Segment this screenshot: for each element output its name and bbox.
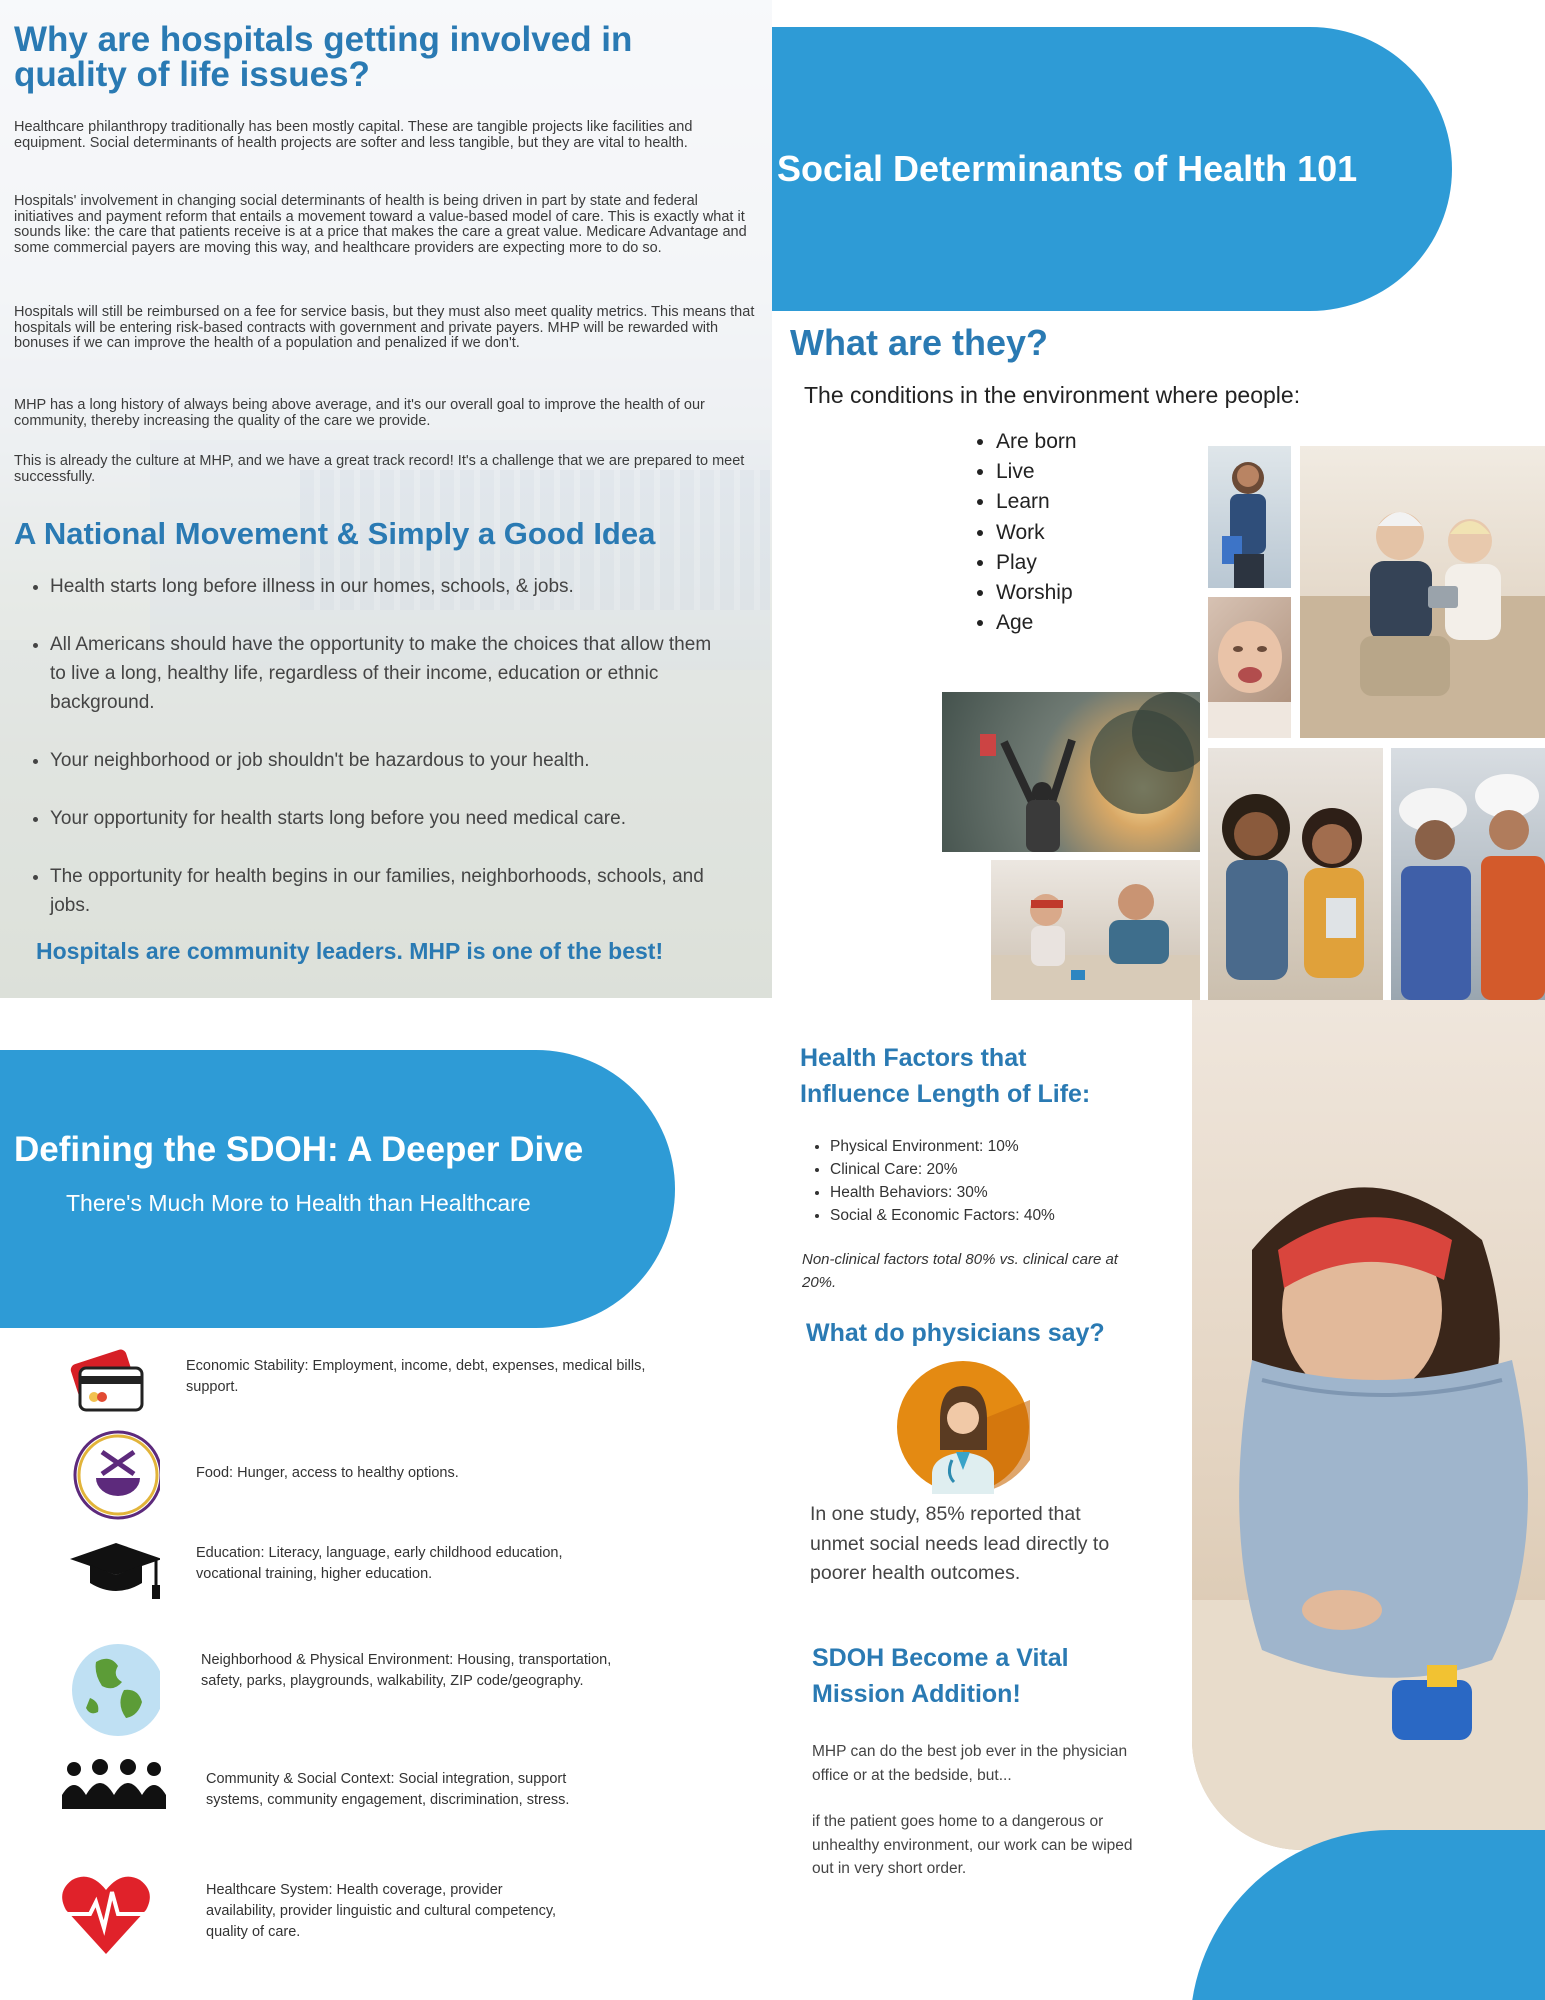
paragraph-involvement: Hospitals' involvement in changing social determinants of health is being driven in part by state and federal initiatives and payment reform that entails a movement toward a value-based model of care. This is exactly what it sounds like: the care that patients receive is at a price that makes the care a great value. Medicare Advantage and some commercial payers are moving this way, and healthcare providers are expecting more to do so. bbox=[14, 193, 747, 256]
health-factors-list bbox=[812, 1135, 1055, 1227]
heading-vital-mission: SDOH Become a Vital Mission Addition! bbox=[812, 1644, 1069, 1708]
list-item: • Age bbox=[996, 608, 1077, 638]
conditions-intro: The conditions in the environment where people: bbox=[804, 382, 1301, 408]
sdoh-text-education: Education: Literacy, language, early childhood education, vocational training, higher education. bbox=[196, 1545, 563, 1582]
photo-elderly-couple bbox=[1300, 446, 1545, 738]
list-item: • The opportunity for health begins in our families, neighborhoods, schools, and jobs. bbox=[50, 862, 728, 920]
physician-avatar-icon bbox=[896, 1360, 1030, 1494]
conditions-list bbox=[996, 427, 1077, 638]
paragraph-patient-home: if the patient goes home to a dangerous or unhealthy environment, our work can be wiped out in very short order. bbox=[812, 1813, 1133, 1877]
list-item: • Health Behaviors: 30% bbox=[830, 1181, 1055, 1204]
list-item: • Clinical Care: 20% bbox=[830, 1158, 1055, 1181]
movement-bullet-list bbox=[28, 572, 728, 949]
list-item: • Your neighborhood or job shouldn't be hazardous to your health. bbox=[50, 746, 728, 775]
photo-celebration bbox=[942, 692, 1200, 852]
globe-icon bbox=[60, 1640, 160, 1740]
community-people-icon bbox=[60, 1755, 160, 1855]
paragraph-culture: This is already the culture at MHP, and we have a great track record! It's a challenge that we are prepared to meet successfully. bbox=[14, 453, 745, 485]
paragraph-philanthropy: Healthcare philanthropy traditionally has been mostly capital. These are tangible projects like facilities and equipment. Social determinants of health projects are softer and less tangible, but they are vital to health. bbox=[14, 119, 693, 151]
sdoh-text-healthcare: Healthcare System: Health coverage, provider availability, provider linguistic and cultural competency, quality of care. bbox=[206, 1882, 557, 1940]
sdoh-row-economic bbox=[60, 1340, 700, 1440]
photo-father-daughter bbox=[991, 860, 1200, 1000]
list-item: • Your opportunity for health starts long before you need medical care. bbox=[50, 804, 728, 833]
section-title-why-hospitals: Why are hospitals getting involved in quality of life issues? bbox=[14, 20, 633, 94]
paragraph-reimbursement: Hospitals will still be reimbursed on a fee for service basis, but they must also meet quality metrics. This means that hospitals will be entering risk-based contracts with government and private payers. MHP will be rewarded with bonuses if we can improve the health of a population and penalized if we don't. bbox=[14, 304, 755, 351]
list-item: • Are born bbox=[996, 427, 1077, 457]
corner-accent-shape bbox=[1190, 1830, 1545, 2000]
sdoh-row-food bbox=[60, 1430, 700, 1530]
physician-study-text: In one study, 85% reported that unmet social needs lead directly to poorer health outcomes. bbox=[810, 1503, 1110, 1584]
photo-student bbox=[1208, 446, 1291, 588]
sdoh-text-neighborhood: Neighborhood & Physical Environment: Housing, transportation, safety, parks, playgrounds, walkability, ZIP code/geography. bbox=[201, 1652, 612, 1689]
list-item: • Health starts long before illness in our homes, schools, & jobs. bbox=[50, 572, 728, 601]
photo-two-women bbox=[1208, 748, 1383, 1000]
paragraph-best-job: MHP can do the best job ever in the physician office or at the bedside, but... bbox=[812, 1743, 1128, 1784]
photo-baby bbox=[1208, 597, 1291, 738]
sdoh-text-community: Community & Social Context: Social integration, support systems, community engagement, discrimination, stress. bbox=[206, 1771, 570, 1808]
subtitle-national-movement: A National Movement & Simply a Good Idea bbox=[14, 516, 656, 551]
paragraph-history: MHP has a long history of always being above average, and it's our overall goal to improve the health of our community, thereby increasing the quality of the care we provide. bbox=[14, 397, 705, 429]
heading-health-factors: Health Factors that Influence Length of Life: bbox=[800, 1044, 1091, 1108]
list-item: • All Americans should have the opportunity to make the choices that allow them to live a long, healthy life, regardless of their income, education or ethnic background. bbox=[50, 630, 728, 717]
section-subtitle: There's Much More to Health than Healthcare bbox=[66, 1190, 531, 1216]
sdoh-row-neighborhood bbox=[60, 1640, 700, 1740]
sdoh-row-education bbox=[60, 1535, 700, 1635]
heart-pulse-icon bbox=[60, 1868, 160, 1968]
list-item: • Physical Environment: 10% bbox=[830, 1135, 1055, 1158]
section-title-defining-sdoh: Defining the SDOH: A Deeper Dive bbox=[14, 1130, 584, 1169]
community-leaders-tagline: Hospitals are community leaders. MHP is one of the best! bbox=[36, 938, 664, 964]
food-bowl-icon bbox=[60, 1430, 160, 1530]
credit-card-icon bbox=[60, 1340, 160, 1440]
section-title-sdoh-101: Social Determinants of Health 101 bbox=[777, 148, 1358, 189]
list-item: • Play bbox=[996, 548, 1077, 578]
list-item: • Live bbox=[996, 457, 1077, 487]
graduation-cap-icon bbox=[60, 1535, 160, 1635]
deeper-dive-banner bbox=[0, 1050, 675, 1328]
sdoh-row-community bbox=[60, 1755, 700, 1855]
non-clinical-note: Non-clinical factors total 80% vs. clinical care at 20%. bbox=[802, 1251, 1118, 1291]
list-item: • Worship bbox=[996, 578, 1077, 608]
sdoh-text-economic: Economic Stability: Employment, income, debt, expenses, medical bills, support. bbox=[186, 1358, 646, 1395]
heading-what-are-they: What are they? bbox=[790, 322, 1049, 363]
photo-workers bbox=[1391, 748, 1545, 1000]
photo-girl-playing bbox=[1192, 1000, 1545, 1850]
sdoh-row-healthcare bbox=[60, 1868, 700, 1968]
list-item: • Social & Economic Factors: 40% bbox=[830, 1204, 1055, 1227]
list-item: • Work bbox=[996, 518, 1077, 548]
sdoh-text-food: Food: Hunger, access to healthy options. bbox=[196, 1465, 459, 1481]
heading-physicians: What do physicians say? bbox=[806, 1319, 1105, 1347]
list-item: • Learn bbox=[996, 487, 1077, 517]
